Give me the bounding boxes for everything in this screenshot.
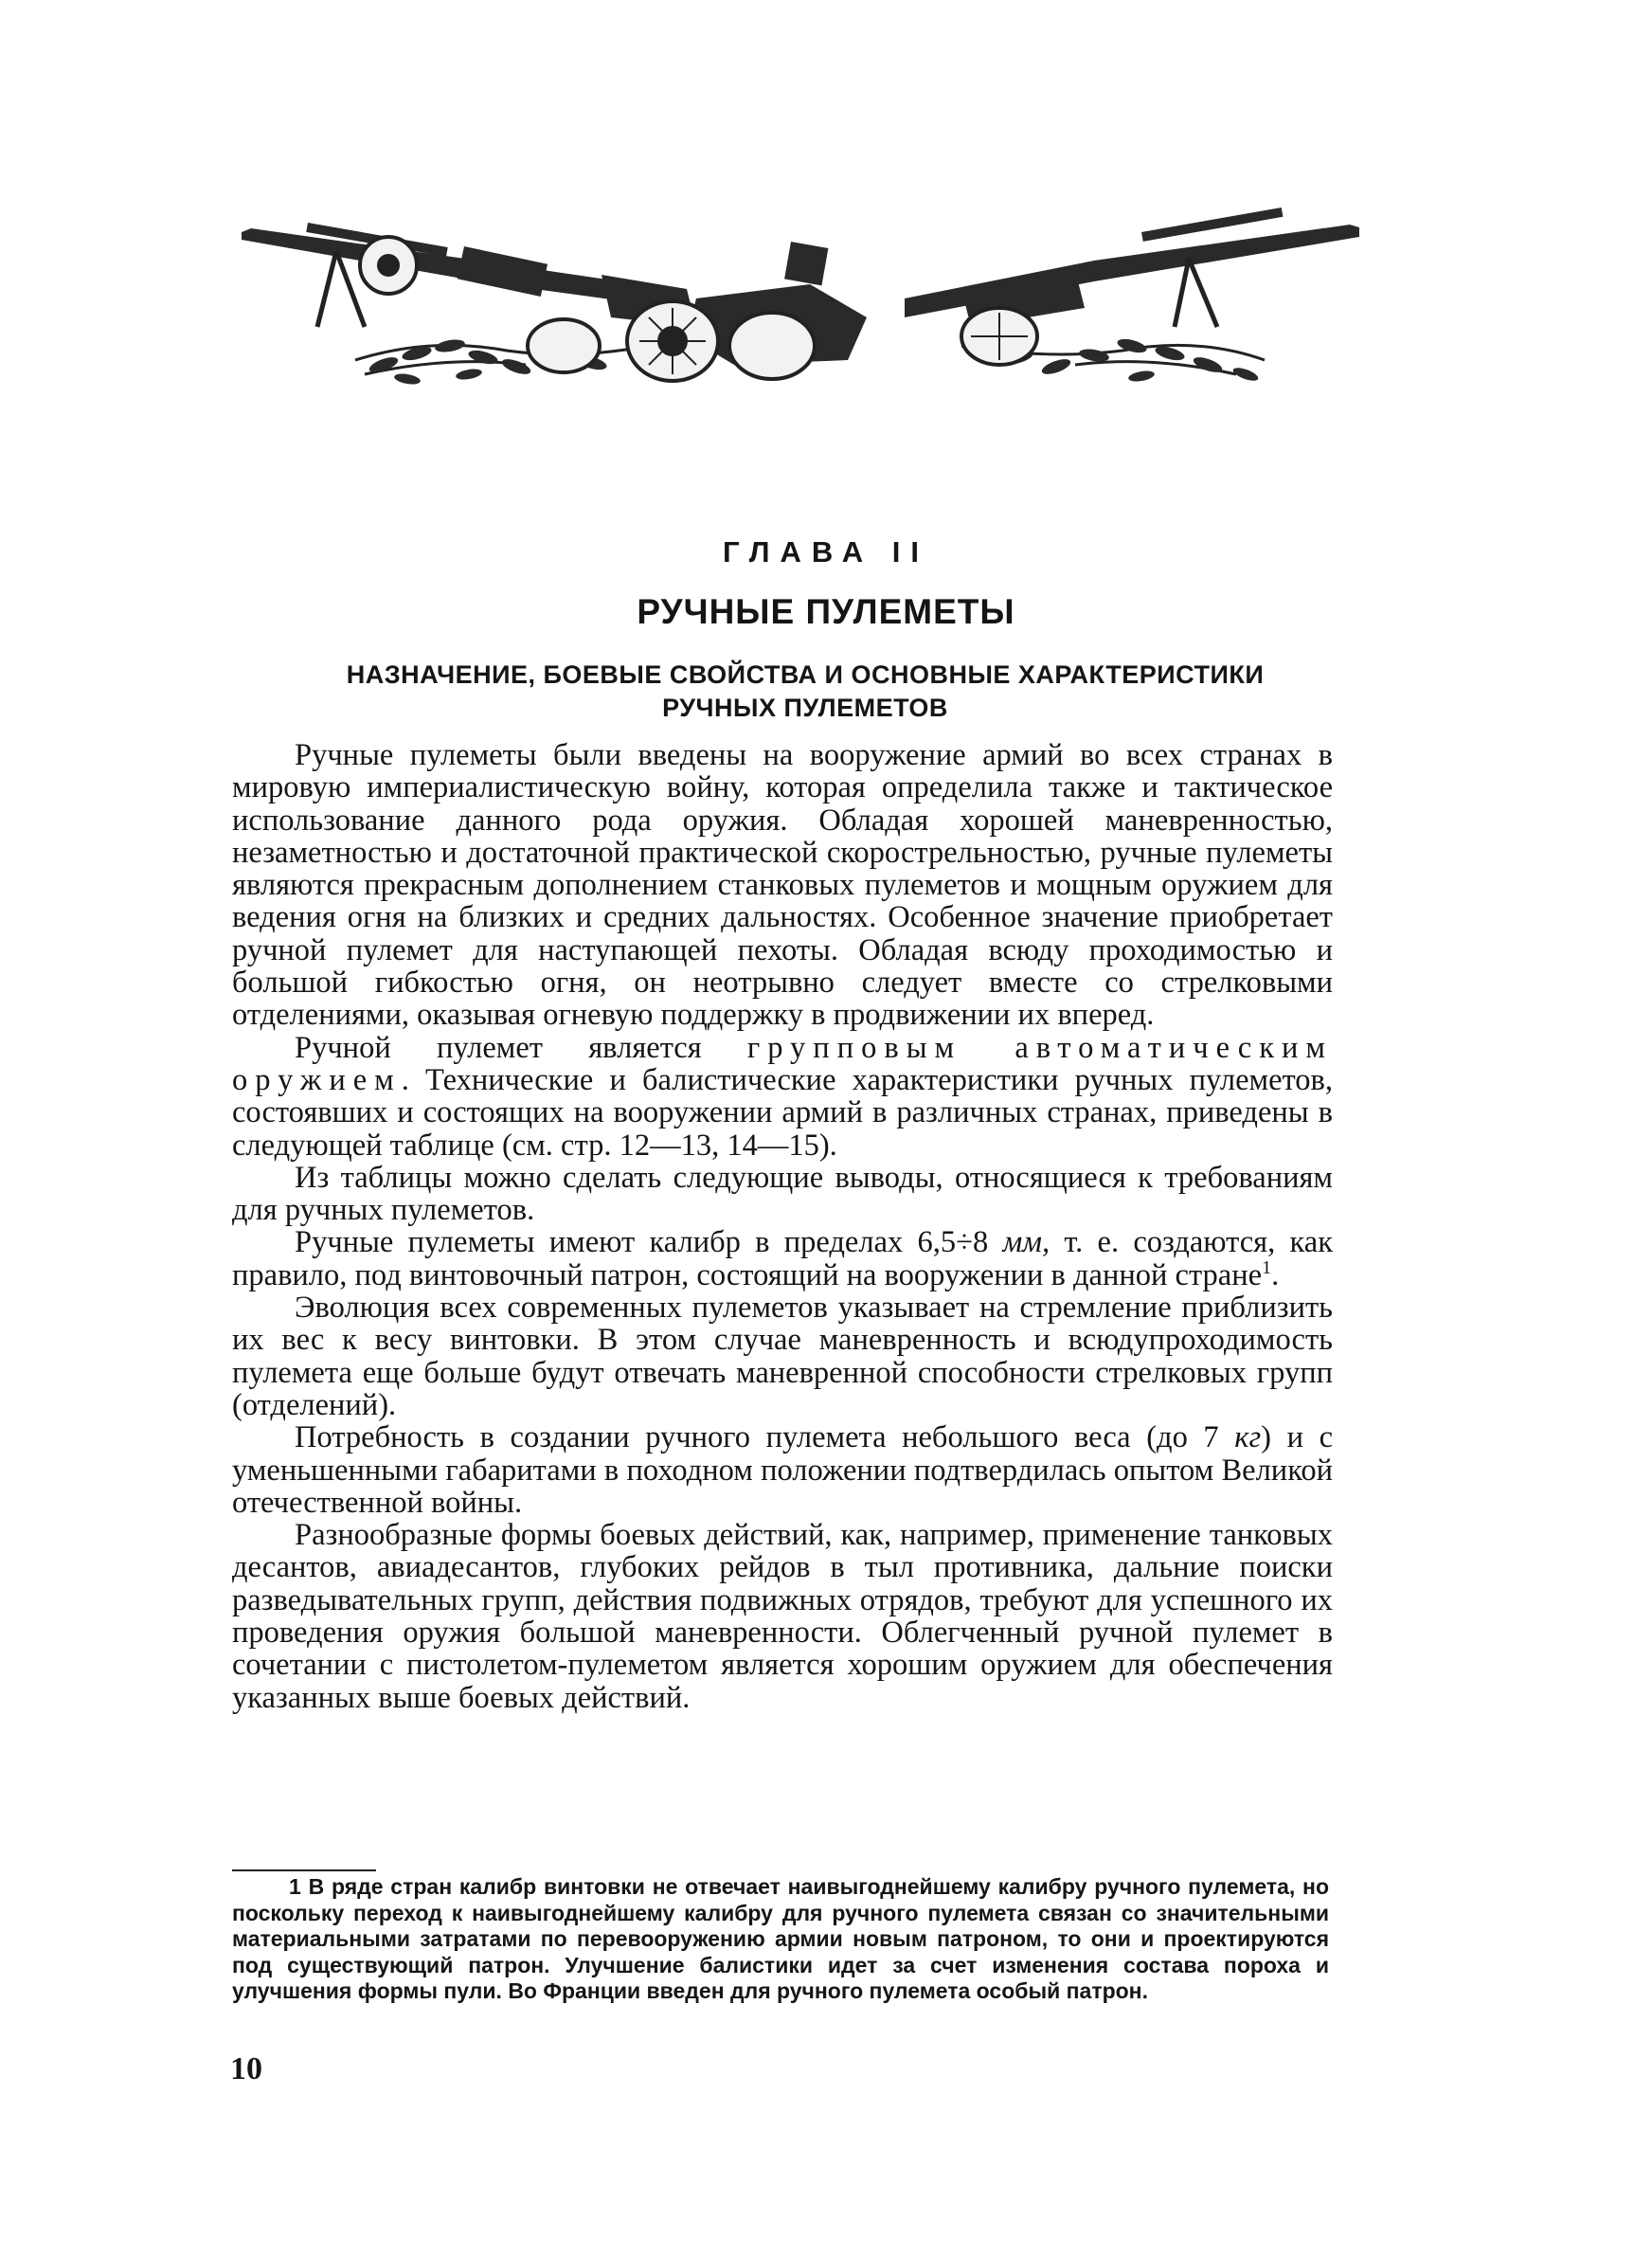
paragraph-2-start: Ручной пулемет является [295, 1030, 747, 1065]
section-title-line-2: РУЧНЫХ ПУЛЕМЕТОВ [662, 694, 948, 722]
paragraph-4 [232, 1226, 1333, 1291]
paragraph-6-unit: кг [1234, 1420, 1262, 1455]
section-title-line-1: НАЗНАЧЕНИЕ, БОЕВЫЕ СВОЙСТВА И ОСНОВНЫЕ ХАРАКТЕРИСТИКИ [346, 660, 1265, 689]
footnote-divider [232, 1869, 376, 1871]
section-title [246, 659, 1364, 725]
paragraph-1: Ручные пулеметы были введены на вооружение армий во всех странах в мировую империалистическую войну, которая определила также и тактическое использование данного рода оружия. Обладая хорошей маневренностью, незаметностью и достаточной практической скорострельностью, ручные пулеметы являются прекрасным дополнением станковых пулеметов и мощным оружием для ведения огня на близких и средних дальностях. Особенное значение приобретает ручной пулемет для наступающей пехоты. Обладая всюду проходимостью и большой гибкостью огня, он неотрывно следует вместе со стрелковыми отделениями, оказывая огневую поддержку в продвижении их вперед. [232, 738, 1333, 1033]
paragraph-3: Из таблицы можно сделать следующие выводы, относящиеся к требованиям для ручных пулеметов. [232, 1160, 1333, 1228]
paragraph-4-end: т. е. создаются, как правило, под винтовочный патрон, состоящий на вооружении в данной стране [232, 1225, 1333, 1292]
machine-guns-headpiece-illustration [242, 194, 1359, 398]
paragraph-2 [232, 1032, 1333, 1162]
paragraph-4-tail: . [1271, 1257, 1280, 1292]
paragraph-7: Разнообразные формы боевых действий, как, например, применение танковых десантов, авиадесантов, глубоких рейдов в тыл противника, дальние поиски разведывательных групп, действия подвижных отрядов, требуют для успешного их проведения оружия большой маневренности. Облегченный ручной пулемет в сочетании с пистолетом-пулеметом является хорошим оружием для обеспечения указанных выше боевых действий. [232, 1518, 1333, 1715]
body-text [232, 739, 1333, 1714]
chapter-title: РУЧНЫЕ ПУЛЕМЕТЫ [637, 592, 1015, 631]
footnote [232, 1874, 1329, 2005]
footnote-reference[interactable]: 1 [1262, 1256, 1272, 1278]
footnote-text: В ряде стран калибр винтовки не отвечает наивыгоднейшему калибру ручного пулемета, но поскольку переход к наивыгоднейшему калибру для ручного пулемета связан со значительными материальными затратами по перевооружению армии новым патроном, то они и проектируются под существующий патрон. Улучшение балистики идет за счет изменения состава пороха и улучшения формы пули. Во Франции введен для ручного пулемета особый патрон. [232, 1874, 1329, 2003]
paragraph-4-start: Ручные пулеметы имеют калибр в пределах 6,5÷8 [295, 1225, 1003, 1260]
page-number: 10 [230, 2051, 262, 2086]
paragraph-5: Эволюция всех современных пулеметов указывает на стремление приблизить их вес к весу винтовки. В этом случае маневренность и всюдупроходимость пулемета еще больше будут отвечать маневренной способности стрелковых групп (отделений). [232, 1291, 1333, 1422]
paragraph-2-emphasis: групповым автоматическим оружием [232, 1030, 1333, 1097]
footnote-number: 1 [289, 1874, 301, 1899]
paragraph-2-end: . Технические и балистические характеристики ручных пулеметов, состоявших и состоящих на вооружении армий в различных странах, приведены в следующей таблице (см. стр. 12—13, 14—15). [232, 1062, 1333, 1163]
paragraph-6-start: Потребность в создании ручного пулемета небольшого веса (до 7 [295, 1420, 1235, 1455]
chapter-label: ГЛАВА II [722, 535, 929, 569]
paragraph-4-unit: мм, [1002, 1225, 1050, 1260]
paragraph-6-end: ) и с уменьшенными габаритами в походном положении подтвердилась опытом Великой отечественной войны. [232, 1420, 1334, 1520]
paragraph-6 [232, 1421, 1333, 1519]
